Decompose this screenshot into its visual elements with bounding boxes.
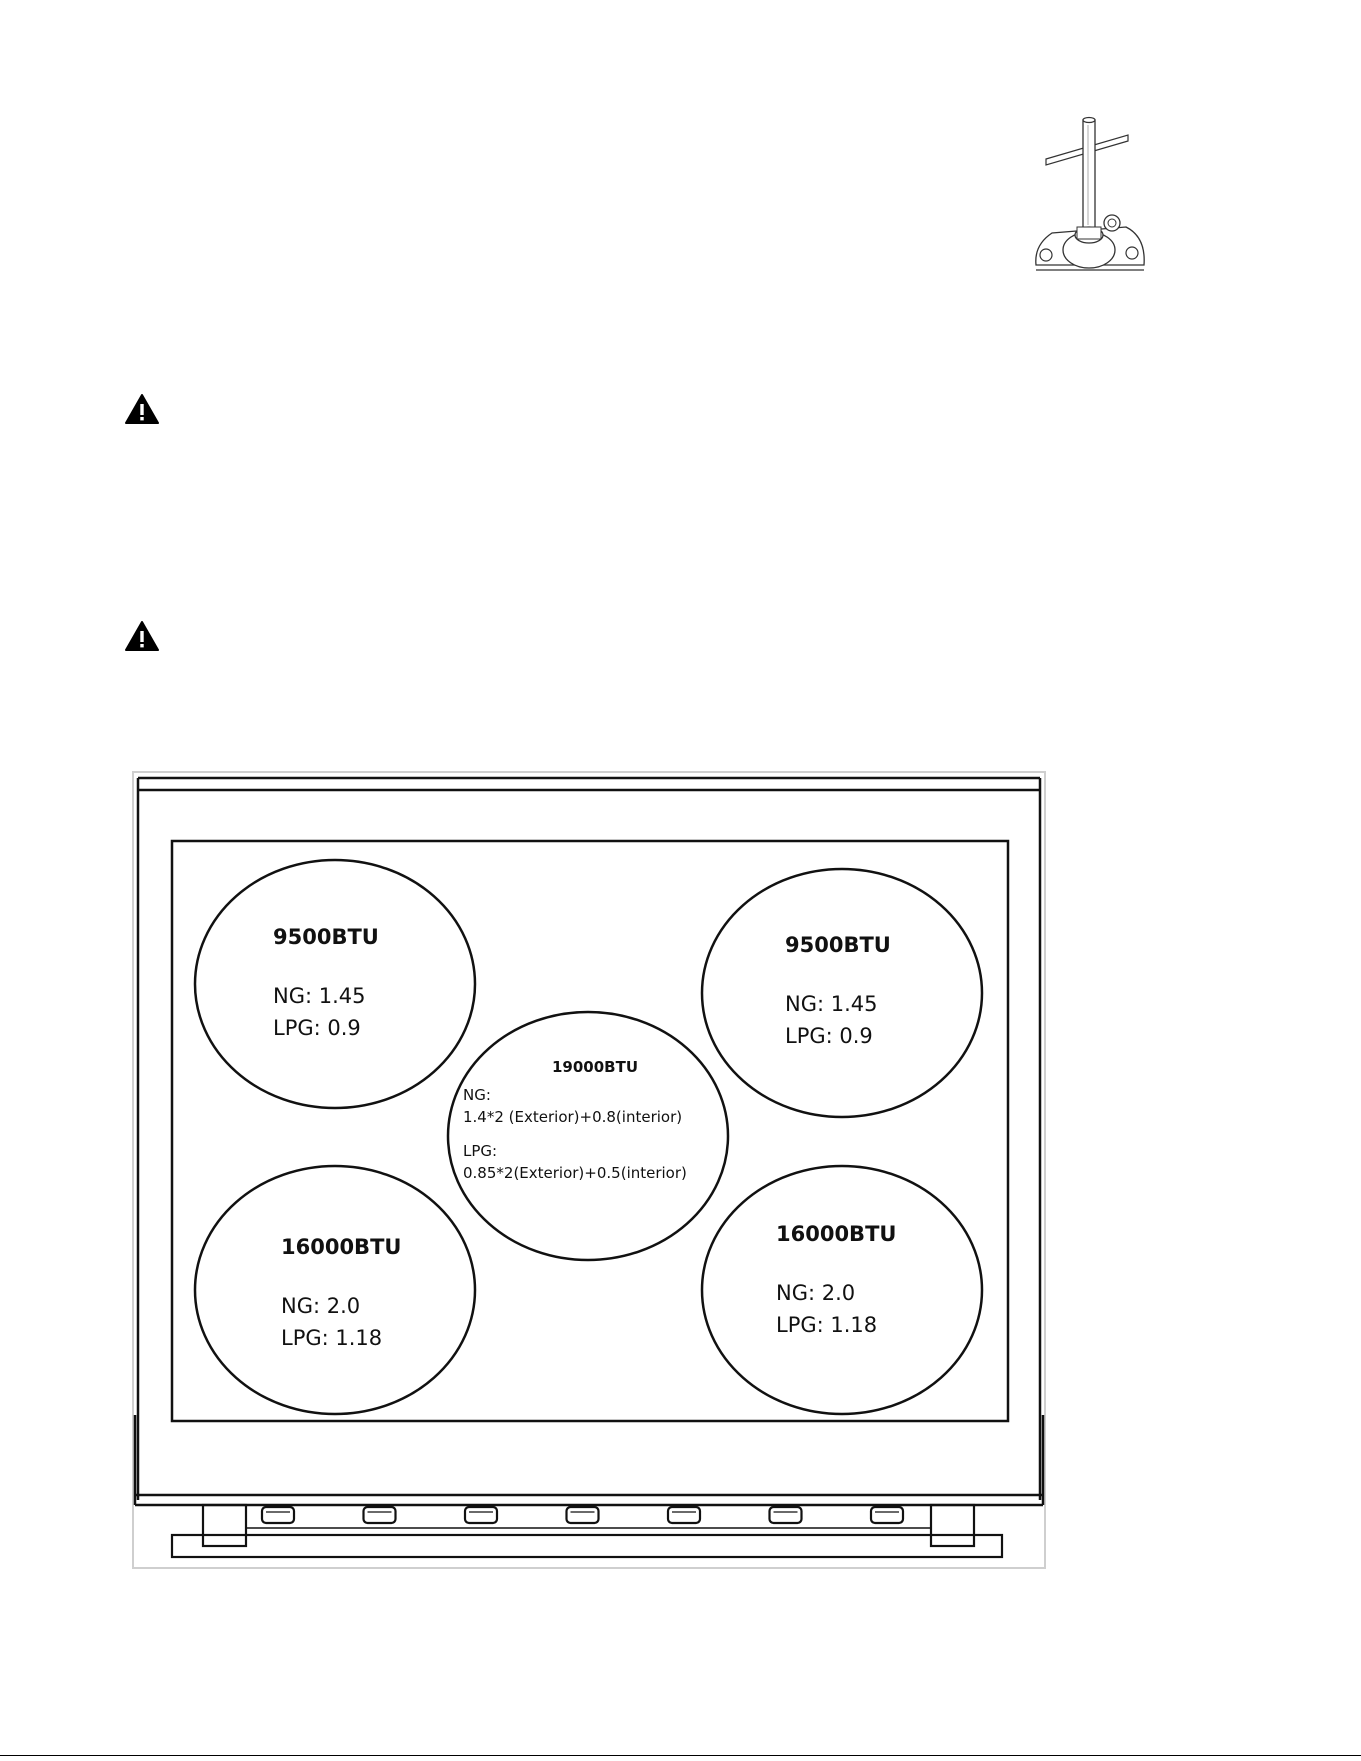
burner-btu-label: 16000BTU — [281, 1235, 402, 1259]
control-knob — [262, 1507, 294, 1523]
control-knob — [871, 1507, 903, 1523]
control-knob — [567, 1507, 599, 1523]
burner-orifice-line: LPG: 0.9 — [785, 1024, 873, 1048]
burner-orifice-line: 0.85*2(Exterior)+0.5(interior) — [463, 1164, 687, 1182]
burner-right-rear — [702, 869, 982, 1117]
control-knob — [668, 1507, 700, 1523]
burner-orifice-line: NG: 1.45 — [273, 984, 366, 1008]
burner-orifice-line: NG: 2.0 — [281, 1294, 361, 1318]
burner-right-front — [702, 1166, 982, 1414]
burner-btu-label: 19000BTU — [552, 1058, 639, 1076]
page-bottom-rule — [0, 1755, 1361, 1756]
burner-left-rear — [195, 860, 475, 1108]
burner-center — [448, 1012, 728, 1260]
burner-orifice-line: LPG: 0.9 — [273, 1016, 361, 1040]
burner-orifice-line: NG: 1.45 — [785, 992, 878, 1016]
burner-btu-label: 9500BTU — [273, 925, 379, 949]
burner-outline — [448, 1012, 728, 1260]
burner-orifice-line: NG: — [463, 1086, 491, 1104]
burner-btu-label: 9500BTU — [785, 933, 891, 957]
burner-outline — [195, 1166, 475, 1414]
burner-orifice-line: 1.4*2 (Exterior)+0.8(interior) — [463, 1108, 683, 1126]
control-knob — [465, 1507, 497, 1523]
control-knob — [364, 1507, 396, 1523]
burner-orifice-line: NG: 2.0 — [776, 1281, 856, 1305]
burner-orifice-line: LPG: 1.18 — [281, 1326, 383, 1350]
burner-orifice-line: LPG: 1.18 — [776, 1313, 878, 1337]
burner-btu-label: 16000BTU — [776, 1222, 897, 1246]
burner-orifice-line: LPG: — [463, 1142, 498, 1160]
control-knob — [770, 1507, 802, 1523]
burner-left-front — [195, 1166, 475, 1414]
